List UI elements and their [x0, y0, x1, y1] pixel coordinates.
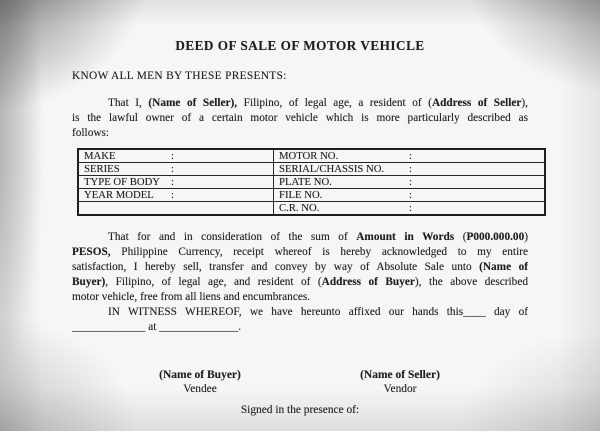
- body-text: Filipino, of legal age, a resident of (: [237, 97, 432, 109]
- document-title: DEED OF SALE OF MOTOR VEHICLE: [175, 38, 425, 53]
- body-text: _____________ at ______________.: [72, 321, 242, 333]
- placeholder-bold-text: PESOS,: [72, 246, 111, 258]
- seller-role: Vendor: [383, 383, 417, 395]
- table-row: [78, 163, 545, 176]
- text-line: [72, 96, 528, 111]
- body-text: , Filipino, of legal age, and resident of (: [105, 276, 322, 288]
- placeholder-bold-text: Buyer): [72, 276, 106, 288]
- body-text: motor vehicle, free from all liens and encumbrances.: [72, 291, 311, 303]
- field-label: SERIAL/CHASSIS NO.: [279, 163, 385, 175]
- placeholder-bold-text: (Name of Seller),: [148, 97, 238, 109]
- field-colon: :: [171, 176, 174, 188]
- table-row: [78, 202, 545, 216]
- field-colon: :: [409, 150, 412, 162]
- field-colon: :: [171, 189, 174, 201]
- text-line: [72, 126, 528, 141]
- table-cell-left: [78, 176, 274, 189]
- field-colon: :: [409, 176, 412, 188]
- field-colon: :: [409, 163, 412, 175]
- body-text: ), the above described: [414, 276, 528, 288]
- table-cell-left: [78, 163, 274, 176]
- field-label: TYPE OF BODY: [84, 176, 161, 188]
- table-cell-right: [274, 189, 546, 202]
- text-line: [72, 305, 528, 320]
- table-cell-right: [274, 202, 546, 216]
- table-row: [78, 189, 545, 202]
- buyer-signature-block: [100, 368, 300, 396]
- body-text: ): [524, 231, 528, 243]
- placeholder-bold-text: Address of Seller: [431, 97, 522, 109]
- body-text: IN WITNESS WHEREOF, we have hereunto affixed our hands this____ day of: [108, 306, 528, 318]
- body-text: satisfaction, I hereby sell, transfer and convey by way of Absolute Sale unto: [72, 261, 480, 273]
- seller-signature-block: [300, 368, 500, 396]
- table-cell-right: [274, 176, 546, 189]
- text-line: [72, 260, 528, 275]
- text-line: [72, 245, 528, 260]
- text-line: [72, 275, 528, 290]
- text-line: [72, 111, 528, 126]
- text-line: [72, 290, 528, 305]
- field-colon: :: [171, 150, 174, 162]
- body-text: That I,: [108, 97, 149, 109]
- field-colon: :: [409, 189, 412, 201]
- table-cell-left: [78, 202, 274, 216]
- vehicle-details-table: [77, 148, 546, 216]
- seller-name: (Name of Seller): [360, 369, 440, 381]
- table-cell-left: [78, 189, 274, 202]
- table-row: [78, 149, 545, 163]
- field-label: MOTOR NO.: [279, 150, 339, 162]
- placeholder-bold-text: (Name of: [479, 261, 528, 273]
- table-cell-right: [274, 149, 546, 163]
- consideration-clause-paragraph: [72, 230, 528, 305]
- field-label: MAKE: [84, 150, 116, 162]
- buyer-role: Vendee: [183, 383, 217, 395]
- field-label: PLATE NO.: [279, 176, 332, 188]
- field-colon: :: [171, 163, 174, 175]
- placeholder-bold-text: Amount in Words: [356, 231, 455, 243]
- text-line: [72, 320, 528, 335]
- seller-clause-paragraph: [72, 96, 528, 141]
- table-cell-right: [274, 163, 546, 176]
- body-text: That for and in consideration of the sum of: [108, 231, 357, 243]
- placeholder-bold-text: Address of Buyer: [321, 276, 415, 288]
- witness-clause-paragraph: [72, 305, 528, 335]
- field-label: C.R. NO.: [279, 202, 320, 214]
- opening-line: KNOW ALL MEN BY THESE PRESENTS:: [72, 70, 287, 82]
- table-row: [78, 176, 545, 189]
- vehicle-table-body: [78, 149, 545, 215]
- field-label: SERIES: [84, 163, 120, 175]
- witnesses-heading: Signed in the presence of:: [240, 404, 360, 416]
- signature-row: [100, 368, 500, 396]
- field-label: YEAR MODEL: [84, 189, 154, 201]
- body-text: is the lawful owner of a certain motor vehicle which is more particularly described as: [72, 112, 528, 124]
- body-text: Philippine Currency, receipt whereof is hereby acknowledged to my entire: [110, 246, 528, 258]
- buyer-name: (Name of Buyer): [159, 369, 241, 381]
- body-text: (: [454, 231, 467, 243]
- body-text: follows:: [72, 127, 110, 139]
- text-line: [72, 230, 528, 245]
- table-cell-left: [78, 149, 274, 163]
- field-label: FILE NO.: [279, 189, 323, 201]
- body-text: ),: [521, 97, 528, 109]
- placeholder-bold-text: P000.000.00: [466, 231, 525, 243]
- field-colon: :: [409, 202, 412, 214]
